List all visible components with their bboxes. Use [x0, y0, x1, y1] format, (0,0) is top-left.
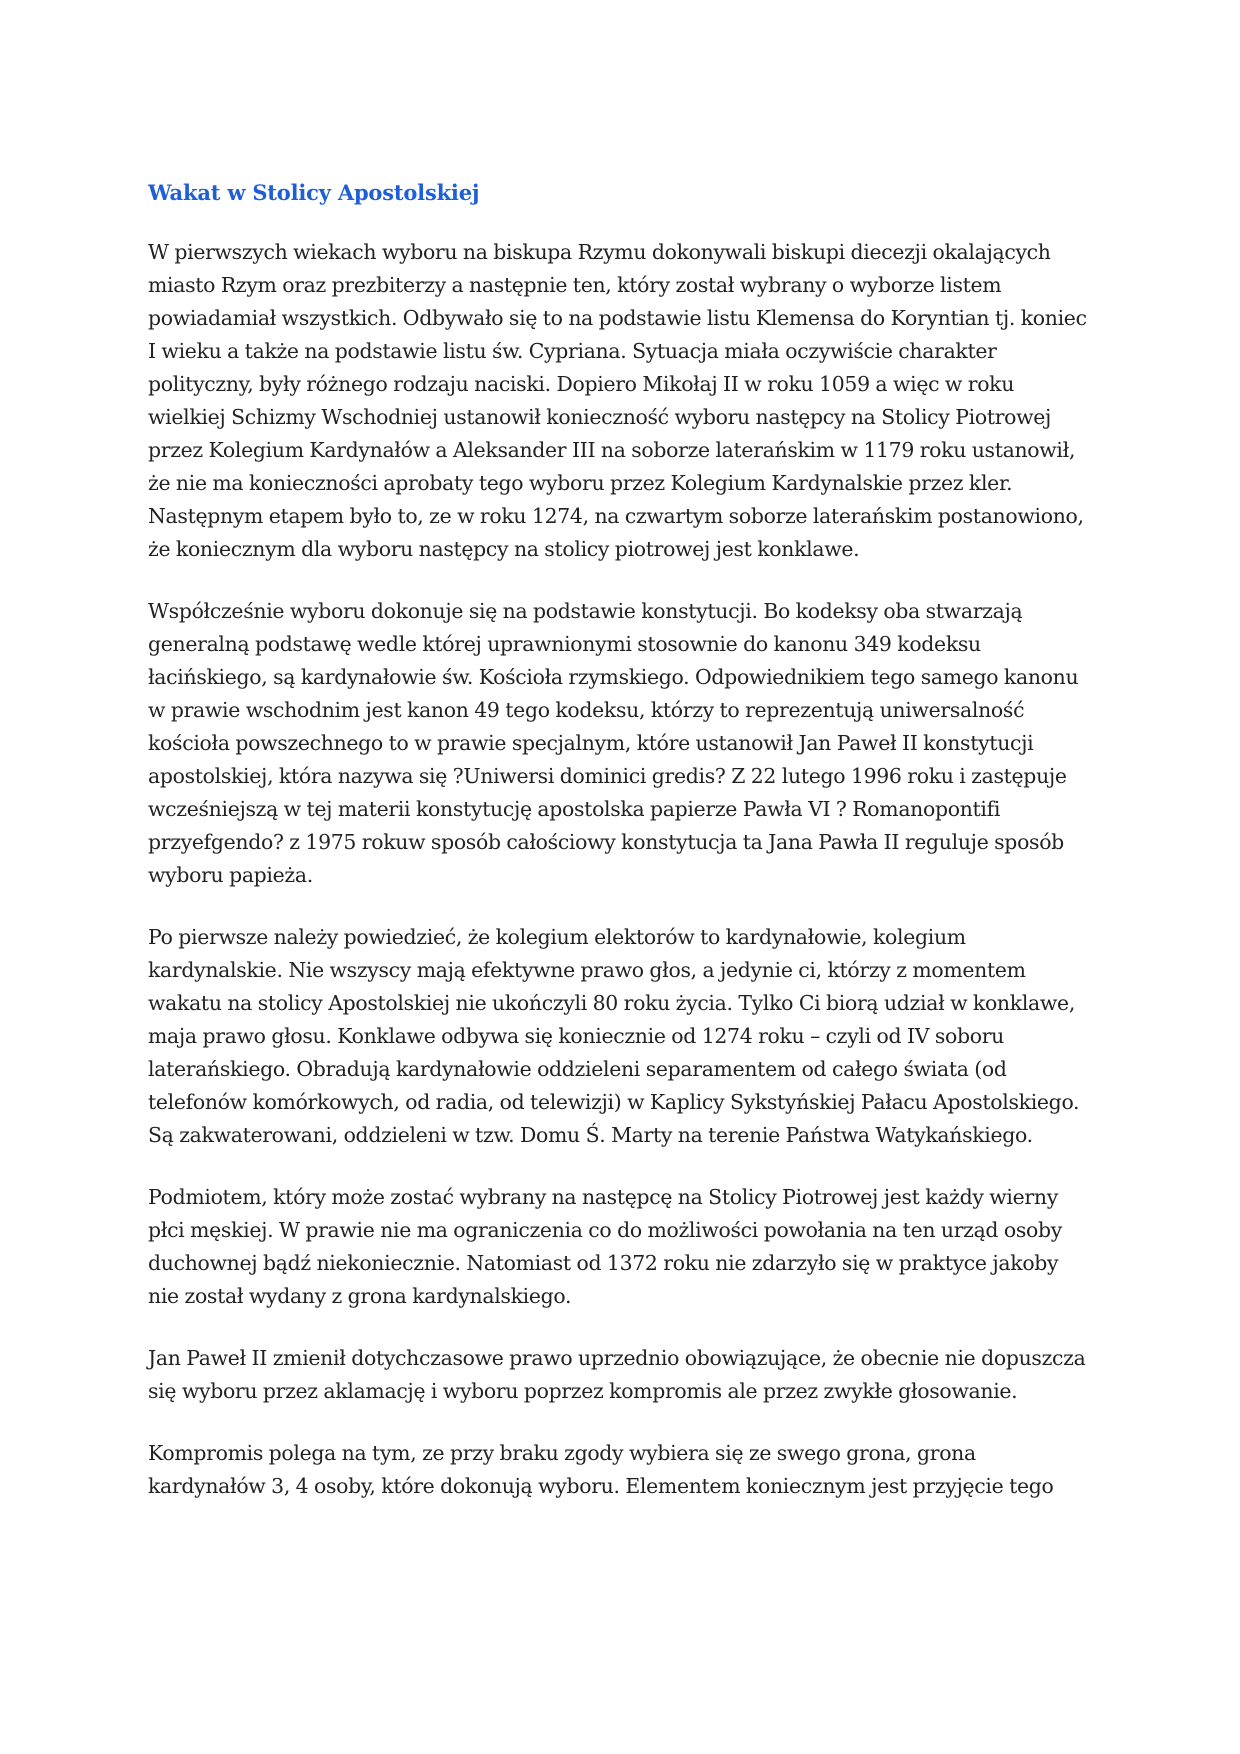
paragraph-electors: Po pierwsze należy powiedzieć, że kolegium elektorów to kardynałowie, kolegium kardynalskie. Nie wszyscy mają efektywne prawo głos, a jedynie ci, którzy z momentem wakatu na stolicy Apostolskiej nie ukończyli 80 roku życia. Tylko Ci biorą udział w konklawe, maja prawo głosu. Konklawe odbywa się koniecznie od 1274 roku – czyli od IV soboru laterańskiego. Obradują kardynałowie oddzieleni separamentem od całego świata (od telefonów komórkowych, od radia, od telewizji) w Kaplicy Sykstyńskiej Pałacu Apostolskiego. Są zakwaterowani, oddzieleni w tzw. Domu Ś. Marty na terenie Państwa Watykańskiego. [148, 925, 1080, 1147]
paragraph-history: W pierwszych wiekach wyboru na biskupa Rzymu dokonywali biskupi diecezji okalających miasto Rzym oraz prezbiterzy a następnie ten, który został wybrany o wyborze listem powiadamiał wszystkich. Odbywało się to na podstawie listu Klemensa do Koryntian tj. koniec I wieku a także na podstawie listu św. Cypriana. Sytuacja miała oczywiście charakter polityczny, były różnego rodzaju naciski. Dopiero Mikołaj II w roku 1059 a więc w roku wielkiej Schizmy Wschodniej ustanowił konieczność wyboru następcy na Stolicy Piotrowej przez Kolegium Kardynałów a Aleksander III na soborze laterańskim w 1179 roku ustanowił, że nie ma konieczności aprobaty tego wyboru przez Kolegium Kardynalskie przez kler. Następnym etapem było to, ze w roku 1274, na czwartym soborze laterańskim postanowiono, że koniecznym dla wyboru następcy na stolicy piotrowej jest konklawe. [148, 240, 1087, 561]
paragraph-candidates: Podmiotem, który może zostać wybrany na następcę na Stolicy Piotrowej jest każdy wierny płci męskiej. W prawie nie ma ograniczenia co do możliwości powołania na ten urząd osoby duchownej bądź niekoniecznie. Natomiast od 1372 roku nie zdarzyło się w praktyce jakoby nie został wydany z grona kardynalskiego. [148, 1185, 1062, 1308]
document-title: Wakat w Stolicy Apostolskiej [148, 180, 480, 205]
paragraph-voting-rules: Jan Paweł II zmienił dotychczasowe prawo uprzednio obowiązujące, że obecnie nie dopuszcza się wyboru przez aklamację i wyboru poprzez kompromis ale przez zwykłe głosowanie. [148, 1346, 1086, 1403]
paragraph-constitution: Współcześnie wyboru dokonuje się na podstawie konstytucji. Bo kodeksy oba stwarzają generalną podstawę wedle której uprawnionymi stosownie do kanonu 349 kodeksu łacińskiego, są kardynałowie św. Kościoła rzymskiego. Odpowiednikiem tego samego kanonu w prawie wschodnim jest kanon 49 tego kodeksu, którzy to reprezentują uniwersalność kościoła powszechnego to w prawie specjalnym, które ustanowił Jan Paweł II konstytucji apostolskiej, która nazywa się ?Uniwersi dominici gredis? Z 22 lutego 1996 roku i zastępuje wcześniejszą w tej materii konstytucję apostolska papierze Pawła VI ? Romanopontifi przyefgendo? z 1975 rokuw sposób całościowy konstytucja ta Jana Pawła II reguluje sposób wyboru papieża. [148, 599, 1079, 887]
paragraph-compromise: Kompromis polega na tym, ze przy braku zgody wybiera się ze swego grona, grona kardynałów 3, 4 osoby, które dokonują wyboru. Elementem koniecznym jest przyjęcie tego [148, 1441, 1054, 1498]
document-body [148, 176, 1093, 1503]
